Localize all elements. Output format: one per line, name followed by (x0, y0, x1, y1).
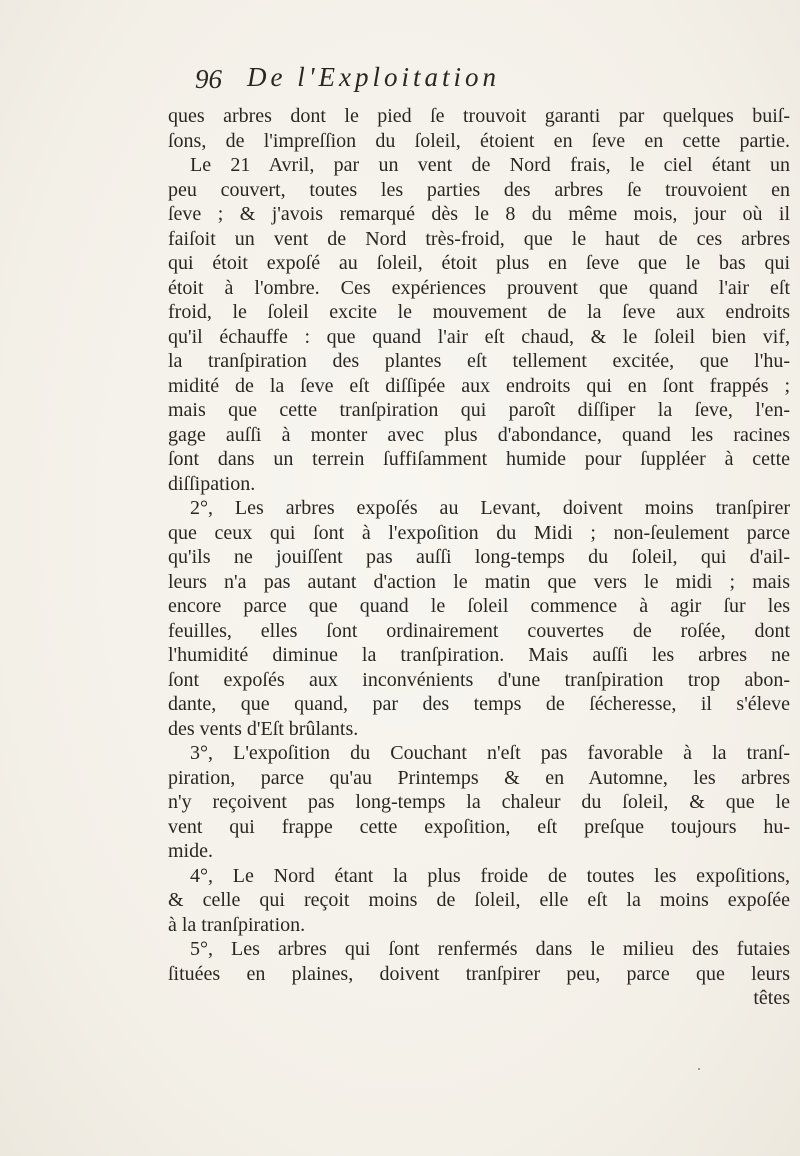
text-line: & celle qui reçoit moins de ſoleil, elle eſt la moins expoſée (168, 889, 790, 911)
text-line: gage auſſi à monter avec plus d'abondance, quand les racines (168, 423, 790, 446)
running-head: De l'Exploitation (247, 62, 500, 92)
text-line: que ceux qui ſont à l'expoſition du Midi ; non-ſeulement parce (168, 521, 790, 544)
text-line: leurs n'a pas autant d'action le matin que vers le midi ; mais (168, 570, 790, 593)
text-line: feuilles, elles ſont ordinairement couvertes de roſée, dont (168, 619, 790, 642)
text-line: qu'ils ne jouiſſent pas auſſi long-temps du ſoleil, qui d'ail- (168, 546, 790, 568)
text-line: peu couvert, toutes les parties des arbres ſe trouvoient en (168, 178, 790, 201)
text-line: dante, que quand, par des temps de ſécheresse, il s'éleve (168, 693, 790, 715)
text-line: qu'il échauffe : que quand l'air eſt chaud, & le ſoleil bien vif, (168, 325, 790, 348)
text-line: ſont dans un terrein ſuffiſamment humide pour ſuppléer à cette (168, 448, 790, 470)
text-line: encore parce que quand le ſoleil commence à agir ſur les (168, 595, 790, 617)
text-line: qui étoit expoſé au ſoleil, étoit plus en ſeve que le bas qui (168, 252, 790, 274)
paragraph-start-line: 4°, Le Nord étant la plus froide de toutes les expoſitions, (190, 864, 790, 887)
paragraph-start-line: Le 21 Avril, par un vent de Nord frais, le ciel étant un (190, 154, 790, 176)
paragraph-end-line: diſſipation. (168, 472, 256, 495)
paragraph-end-line: mide. (168, 840, 213, 862)
paper-speck (698, 1068, 700, 1070)
text-line: froid, le ſoleil excite le mouvement de la ſeve aux endroits (168, 301, 790, 323)
catchword: têtes (753, 987, 790, 1009)
text-line: faiſoit un vent de Nord très-froid, que le haut de ces arbres (168, 227, 790, 250)
paragraph-end-line: à la tranſpiration. (168, 913, 306, 936)
paragraph-start-line: 2°, Les arbres expoſés au Levant, doivent moins tranſpirer (190, 497, 790, 519)
text-line: la tranſpiration des plantes eſt tellement excitée, que l'hu- (168, 350, 790, 372)
page-number: 96 (195, 64, 222, 94)
text-line: ques arbres dont le pied ſe trouvoit garanti par quelques buiſ- (168, 105, 790, 127)
text-line: vent qui frappe cette expoſition, eſt preſque toujours hu- (168, 815, 790, 838)
paragraph-end-line: des vents d'Eſt brûlants. (168, 717, 359, 740)
text-line: n'y reçoivent pas long-temps la chaleur du ſoleil, & que le (168, 791, 790, 813)
text-line: l'humidité diminue la tranſpiration. Mais auſſi les arbres ne (168, 644, 790, 666)
page-header (195, 62, 675, 102)
text-line: mais que cette tranſpiration qui paroît diſſiper la ſeve, l'en- (168, 399, 790, 421)
paragraph-start-line: 5°, Les arbres qui ſont renfermés dans le milieu des futaies (190, 938, 790, 960)
text-line: ſituées en plaines, doivent tranſpirer peu, parce que leurs (168, 962, 790, 985)
paragraph-start-line: 3°, L'expoſition du Couchant n'eſt pas favorable à la tranſ- (190, 742, 790, 764)
text-line: ſont expoſés aux inconvénients d'une tranſpiration trop abon- (168, 668, 790, 691)
text-line: étoit à l'ombre. Ces expériences prouvent que quand l'air eſt (168, 276, 790, 299)
text-line: piration, parce qu'au Printemps & en Automne, les arbres (168, 766, 790, 789)
body-text (168, 104, 790, 1011)
text-line: ſons, de l'impreſſion du ſoleil, étoient en ſeve en cette partie. (168, 129, 790, 152)
text-line: ſeve ; & j'avois remarqué dès le 8 du même mois, jour où il (168, 203, 790, 225)
text-line: midité de la ſeve eſt diſſipée aux endroits qui en ſont frappés ; (168, 374, 790, 397)
